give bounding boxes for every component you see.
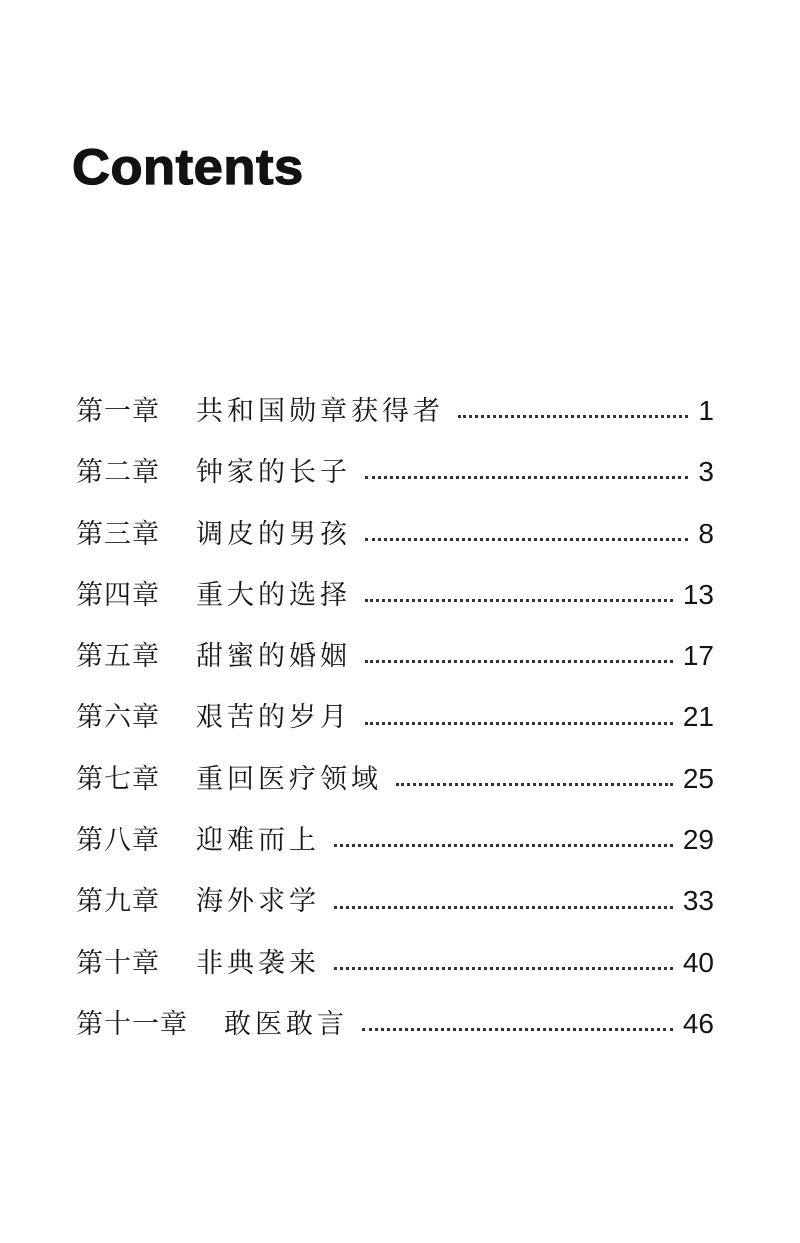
toc-entry-4[interactable] xyxy=(76,564,714,625)
toc-entry-5[interactable] xyxy=(76,625,714,686)
toc-entry-9[interactable] xyxy=(76,870,714,931)
chapter-title: 调皮的男孩 xyxy=(196,518,351,550)
chapter-number: 第一章 xyxy=(76,396,160,427)
chapter-title: 迎难而上 xyxy=(196,825,320,857)
toc-entry-11[interactable] xyxy=(76,993,714,1054)
page-number: 3 xyxy=(698,456,714,488)
page-number: 13 xyxy=(682,578,714,610)
toc-entry-7[interactable] xyxy=(76,748,714,809)
page-number: 25 xyxy=(682,762,714,794)
dot-leader xyxy=(362,1028,673,1031)
chapter-number: 第十章 xyxy=(76,947,160,979)
toc-entry-3[interactable] xyxy=(76,503,714,564)
page-number: 21 xyxy=(682,701,714,733)
chapter-title: 重大的选择 xyxy=(196,579,351,611)
chapter-title: 敢医敢言 xyxy=(224,1008,348,1040)
toc-entry-8[interactable] xyxy=(76,809,714,870)
dot-leader xyxy=(365,722,673,725)
dot-leader xyxy=(458,415,688,418)
chapter-number: 第八章 xyxy=(76,825,160,857)
contents-heading: Contents xyxy=(72,139,304,195)
page-number: 46 xyxy=(682,1007,714,1039)
chapter-title: 重回医疗领域 xyxy=(196,763,382,795)
page-number: 29 xyxy=(682,824,714,856)
chapter-number: 第四章 xyxy=(76,579,160,611)
dot-leader xyxy=(334,844,673,847)
page-number: 33 xyxy=(682,885,714,917)
chapter-title: 甜蜜的婚姻 xyxy=(196,641,351,673)
chapter-number: 第十一章 xyxy=(76,1008,188,1040)
dot-leader xyxy=(334,906,673,909)
dot-leader xyxy=(396,783,673,786)
dot-leader xyxy=(365,538,688,541)
chapter-title: 钟家的长子 xyxy=(196,457,351,489)
chapter-number: 第二章 xyxy=(76,457,160,489)
page-number: 17 xyxy=(682,640,714,672)
toc-entry-1[interactable] xyxy=(76,380,714,441)
toc-entry-10[interactable] xyxy=(76,932,714,993)
toc-entry-6[interactable] xyxy=(76,686,714,747)
dot-leader xyxy=(365,660,673,663)
chapter-number: 第九章 xyxy=(76,886,160,918)
chapter-number: 第三章 xyxy=(76,518,160,550)
dot-leader xyxy=(334,967,673,970)
chapter-title: 非典袭来 xyxy=(196,947,320,979)
chapter-number: 第六章 xyxy=(76,702,160,734)
chapter-title: 艰苦的岁月 xyxy=(196,702,351,734)
page-number: 1 xyxy=(698,395,714,426)
page-number: 40 xyxy=(682,946,714,978)
chapter-number: 第七章 xyxy=(76,763,160,795)
chapter-number: 第五章 xyxy=(76,641,160,673)
table-of-contents xyxy=(76,380,714,1054)
page-number: 8 xyxy=(698,517,714,549)
chapter-title: 海外求学 xyxy=(196,886,320,918)
dot-leader xyxy=(365,599,673,602)
toc-entry-2[interactable] xyxy=(76,441,714,502)
chapter-title: 共和国勋章获得者 xyxy=(196,396,444,427)
dot-leader xyxy=(365,476,688,479)
